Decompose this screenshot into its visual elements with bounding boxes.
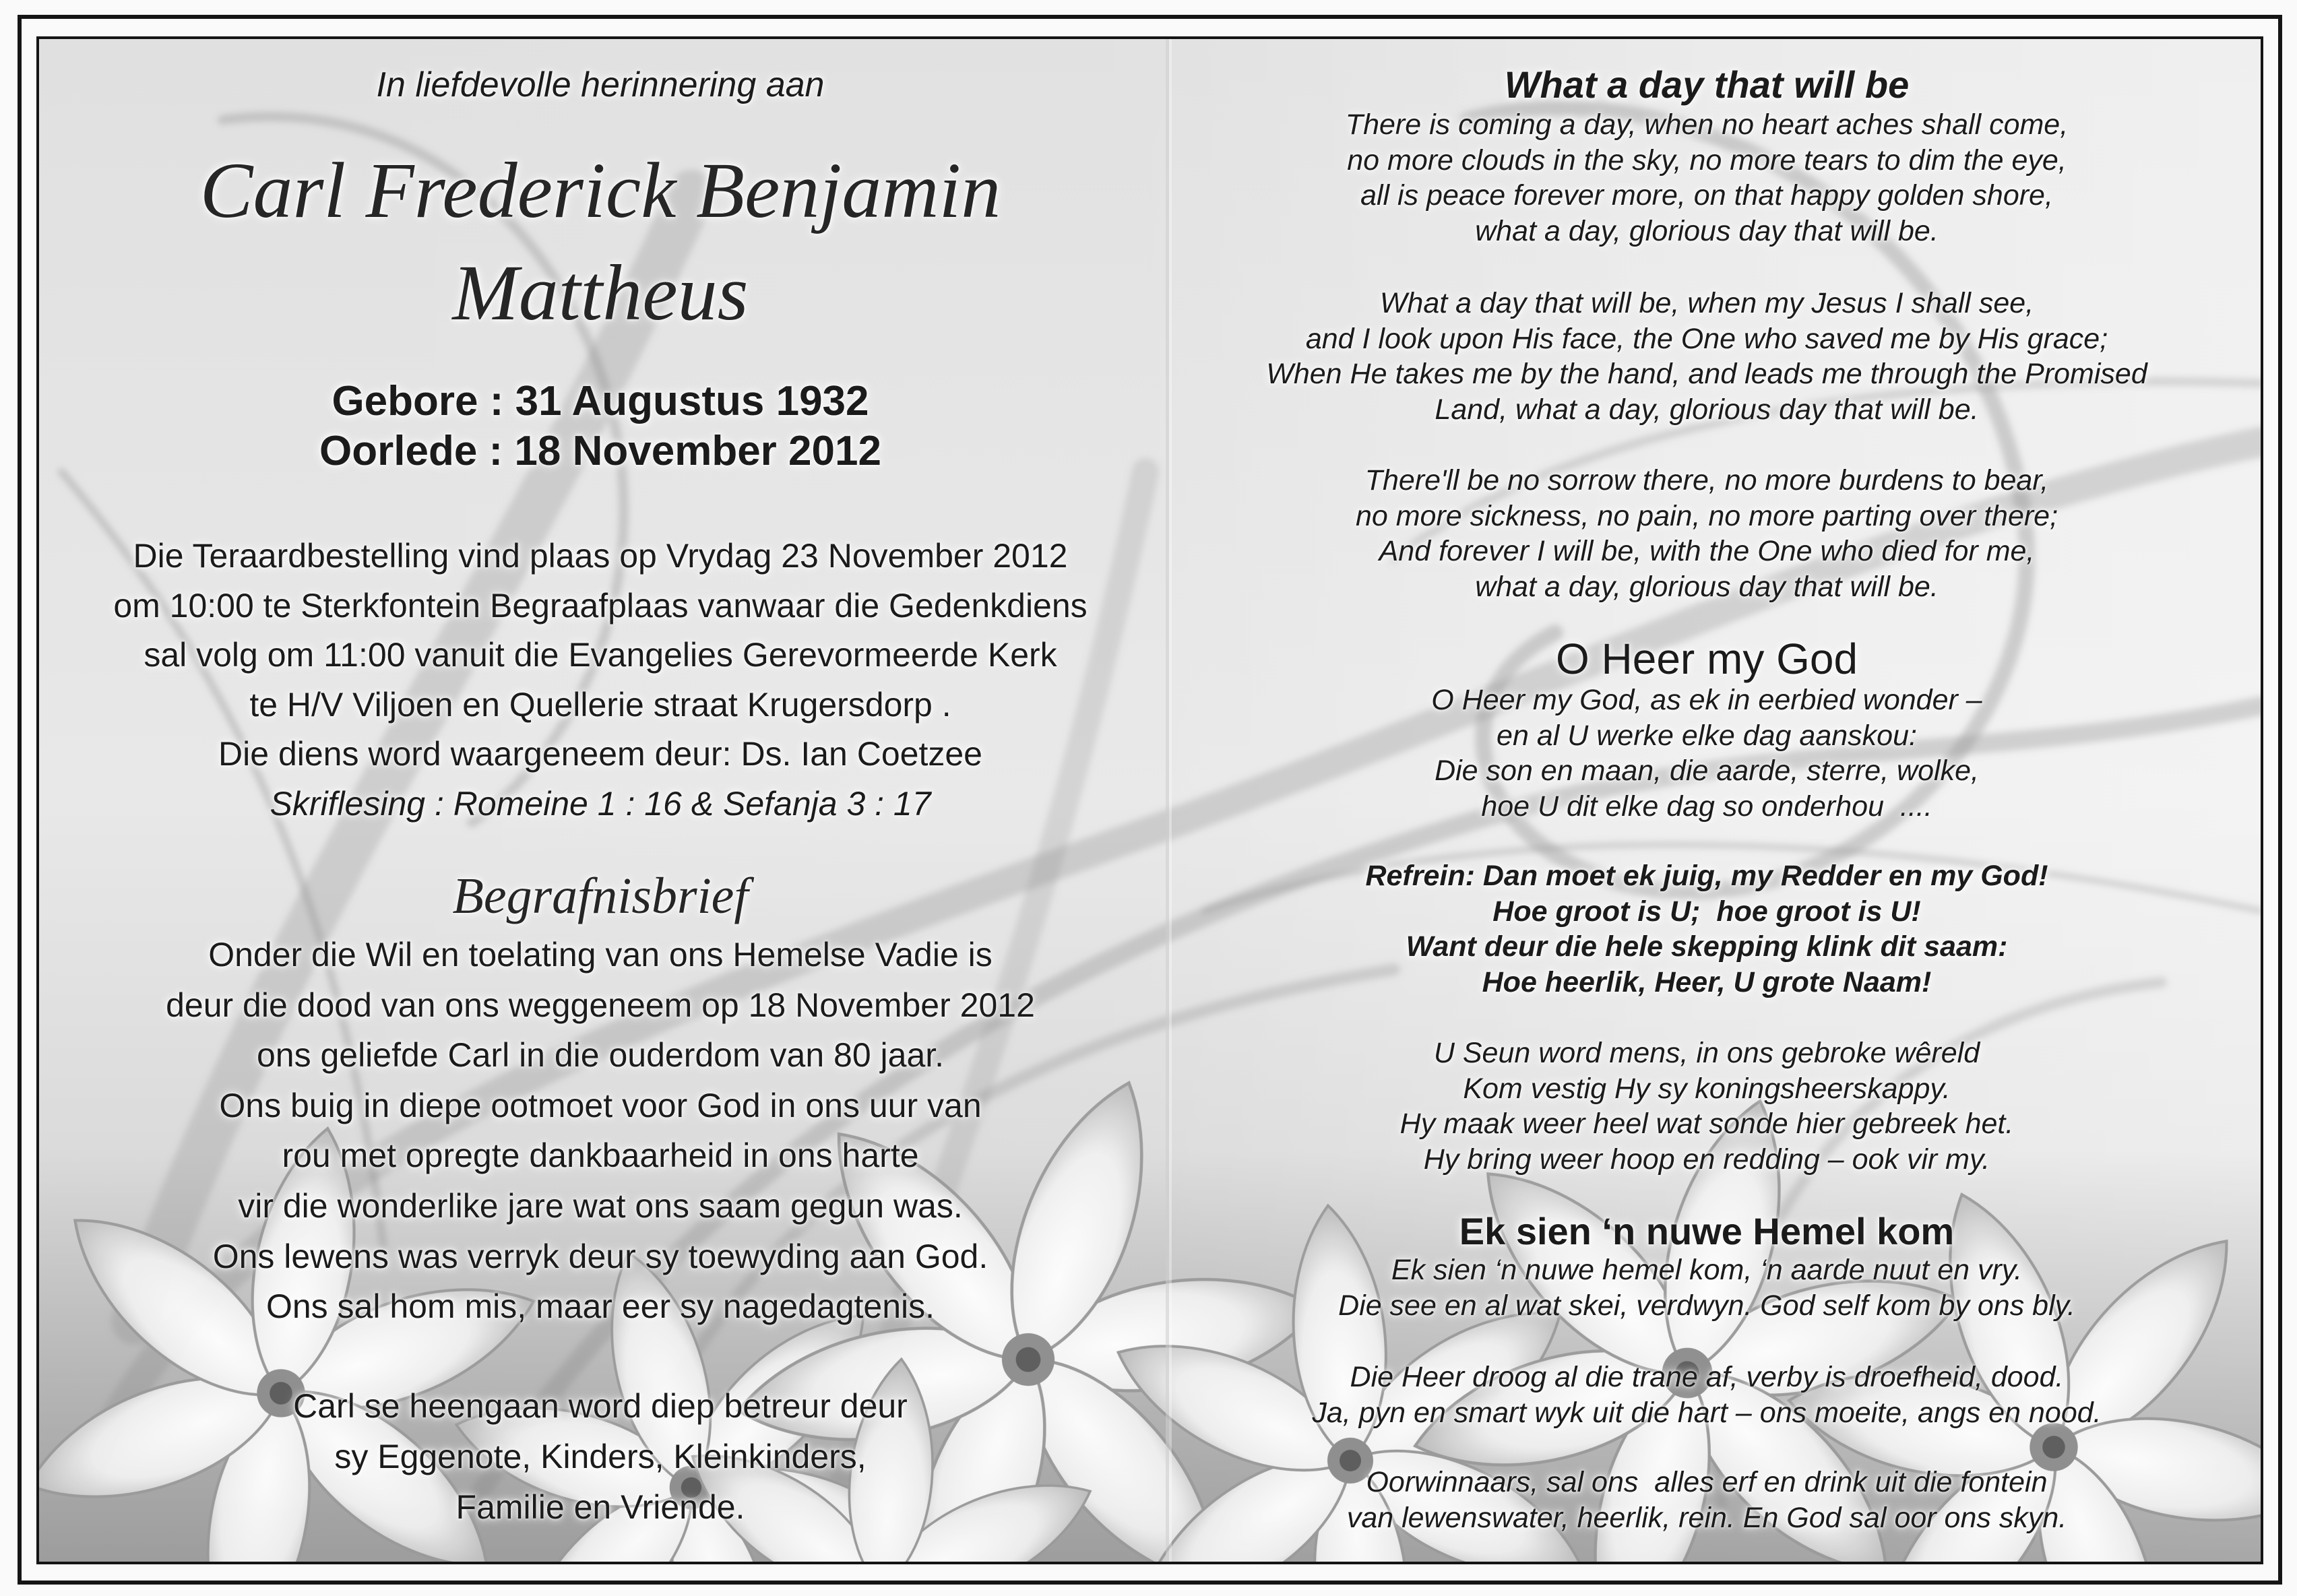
hymn-line: U Seun word mens, in ons gebroke wêreld — [1433, 1037, 1980, 1069]
hymn-title: What a day that will be — [1504, 63, 1910, 106]
hymn-refrain — [1172, 858, 2242, 1000]
hymn-line: van lewenswater, heerlik, rein. En God sal oor ons skyn. — [1346, 1501, 2067, 1534]
hymn-line: hoe U dit elke dag so onderhou .... — [1481, 790, 1932, 823]
birth-date: Gebore : 31 Augustus 1932 — [332, 378, 869, 424]
service-line: Die diens word waargeneem deur: Ds. Ian Coetzee — [218, 735, 982, 773]
hymn-line: and I look upon His face, the One who saved me by His grace; — [1305, 322, 2108, 355]
hymn-line: Ek sien ‘n nuwe hemel kom, ‘n aarde nuut en vry. — [1391, 1254, 2023, 1286]
life-dates — [36, 377, 1164, 476]
name-line: Carl Frederick Benjamin — [199, 146, 1001, 234]
letter-line: ons geliefde Carl in die ouderdom van 80 jaar. — [256, 1036, 945, 1075]
hymn-stanza — [1172, 463, 2242, 604]
hymn-line: no more sickness, no pain, no more parting over there; — [1355, 499, 2058, 532]
hymn-line: O Heer my God, as ek in eerbied wonder – — [1431, 684, 1982, 716]
right-panel — [1172, 0, 2242, 1596]
hymn-line: what a day, glorious day that will be. — [1475, 570, 1939, 603]
mourner-line: Familie en Vriende. — [455, 1488, 745, 1526]
hymn-line: Hy maak weer heel wat sonde hier gebreek het. — [1399, 1108, 2014, 1141]
letter-line: Onder die Wil en toelating van ons Hemelse Vadie is — [208, 936, 993, 973]
hymn-title: O Heer my God — [1555, 635, 1858, 683]
hymn-stanza — [1172, 1465, 2242, 1535]
hymn-line: And forever I will be, with the One who died for me, — [1379, 535, 2035, 568]
death-date: Oorlede : 18 November 2012 — [319, 428, 881, 474]
left-panel — [36, 0, 1164, 1596]
service-line: om 10:00 te Sterkfontein Begraafplaas vanwaar die Gedenkdiens — [113, 586, 1088, 625]
hymn-line: Die Heer droog al die trane af, verby is droefheid, dood. — [1350, 1361, 2064, 1393]
hymn-stanza — [1172, 107, 2242, 249]
hymn-line: all is peace forever more, on that happy golden shore, — [1360, 179, 2053, 212]
letter-line: vir die wonderlike jare wat ons saam gegun was. — [238, 1186, 963, 1225]
hymn-line: When He takes me by the hand, and leads me through the Promised — [1266, 358, 2147, 391]
letter-line: Ons lewens was verryk deur sy toewyding aan God. — [212, 1237, 988, 1275]
hymn-line: Hoe heerlik, Heer, U grote Naam! — [1482, 965, 1932, 998]
intro-text: In liefdevolle herinnering aan — [376, 65, 825, 104]
mourner-line: sy Eggenote, Kinders, Kleinkinders, — [334, 1438, 867, 1475]
hymn-title: Ek sien ‘n nuwe Hemel kom — [1459, 1210, 1955, 1252]
deceased-name — [36, 139, 1164, 344]
hymn-line: what a day, glorious day that will be. — [1475, 214, 1939, 247]
letter-line: Ons sal hom mis, maar eer sy nagedagtenis. — [265, 1287, 935, 1326]
mourners — [36, 1381, 1164, 1533]
hymn-stanza — [1172, 1035, 2242, 1177]
hymn-line: What a day that will be, when my Jesus I shall see, — [1379, 287, 2034, 319]
hymn-line: Oorwinnaars, sal ons alles erf en drink uit die fontein — [1366, 1466, 2048, 1498]
hymn-stanza — [1172, 1360, 2242, 1430]
hymn-line: Kom vestig Hy sy koningsheerskappy. — [1463, 1072, 1951, 1105]
hymn-line: Want deur die hele skepping klink dit saam: — [1406, 930, 2008, 963]
hymn-line: no more clouds in the sky, no more tears to dim the eye, — [1347, 143, 2067, 177]
letter-title: Begrafnisbrief — [452, 868, 749, 924]
service-details — [36, 532, 1164, 829]
hymn-line: en al U werke elke dag aanskou: — [1497, 719, 1917, 752]
service-line: Die Teraardbestelling vind plaas op Vrydag 23 November 2012 — [133, 537, 1068, 575]
hymn-stanza — [1172, 1252, 2242, 1323]
center-fold — [1166, 39, 1169, 1562]
service-line: te H/V Viljoen en Quellerie straat Krugersdorp . — [249, 685, 951, 724]
hymn-line: Die son en maan, die aarde, sterre, wolke, — [1435, 755, 1979, 788]
mourner-line: Carl se heengaan word diep betreur deur — [293, 1387, 908, 1425]
hymn-line: Refrein: Dan moet ek juig, my Redder en my God! — [1365, 860, 2048, 892]
hymn-line: There'll be no sorrow there, no more burdens to bear, — [1364, 464, 2049, 497]
hymn-line: Die see en al wat skei, verdwyn. God self kom by ons bly. — [1338, 1289, 2075, 1322]
service-line: sal volg om 11:00 vanuit die Evangelies Gerevormeerde Kerk — [144, 636, 1057, 674]
hymn-stanza — [1172, 286, 2242, 427]
letter-line: rou met opregte dankbaarheid in ons harte — [282, 1137, 919, 1175]
hymn-line: Hoe groot is U; hoe groot is U! — [1492, 895, 1921, 928]
hymn-line: There is coming a day, when no heart aches shall come, — [1345, 108, 2069, 141]
letter-line: Ons buig in diepe ootmoet voor God in ons uur van — [219, 1086, 982, 1124]
name-line: Mattheus — [452, 249, 749, 337]
letter-line: deur die dood van ons weggeneem op 18 November 2012 — [166, 986, 1035, 1024]
hymn-line: Land, what a day, glorious day that will be. — [1435, 393, 1979, 426]
scripture-reading: Skriflesing : Romeine 1 : 16 & Sefanja 3 : 17 — [270, 784, 931, 823]
hymn-stanza — [1172, 682, 2242, 824]
hymn-line: Ja, pyn en smart wyk uit die hart – ons moeite, angs en nood. — [1312, 1396, 2102, 1429]
funeral-letter — [36, 930, 1164, 1332]
hymn-line: Hy bring weer hoop en redding – ook vir my. — [1423, 1143, 1990, 1176]
